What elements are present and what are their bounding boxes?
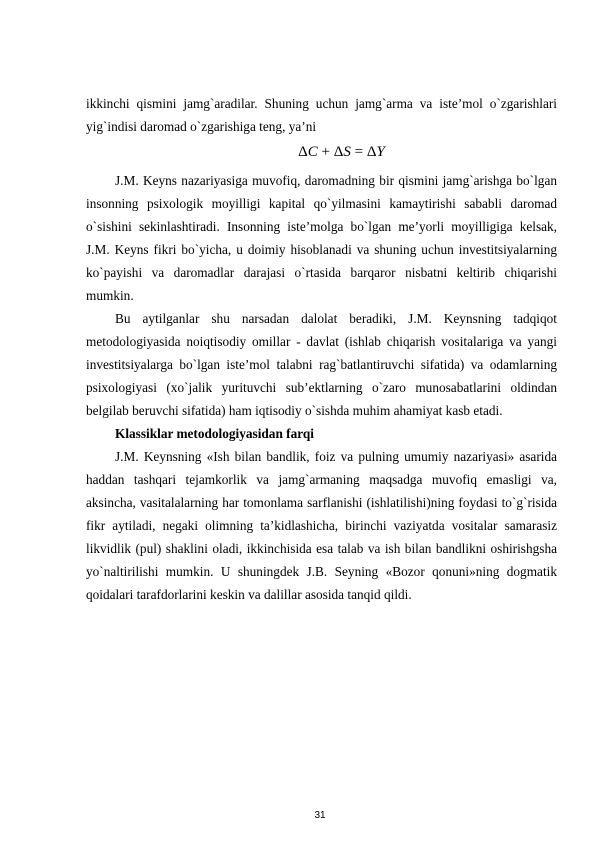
document-page bbox=[86, 92, 557, 606]
paragraph-methodology: Bu aytilganlar shu narsadan dalolat beradiki, J.M. Keynsning tadqiqot metodologiyasida noiqtisodiy omillar - davlat (ishlab chiqarish vositalariga va yangi investitsiyalarga bo`lgan iste’mol talabni rag`batlantiruvchi sifatida) va odamlarning psixologiyasi (xo`jalik yurituvchi sub’ektlarning o`zaro munosabatlarini oldindan belgilab beruvchi sifatida) ham iqtisodiy o`sishda muhim ahamiyat kasb etadi. bbox=[86, 311, 557, 418]
delta-symbol: Δ bbox=[366, 144, 377, 160]
section-heading: Klassiklar metodologiyasidan farqi bbox=[115, 426, 314, 441]
paragraph-intro: ikkinchi qismini jamg`aradilar. Shuning uchun jamg`arma va iste’mol o`zgarishlari yig`indisi daromad o`zgarishiga teng, ya’ni bbox=[86, 96, 557, 134]
formula-y: Y bbox=[376, 144, 385, 160]
page-number: 31 bbox=[314, 810, 326, 821]
plus-sign: + bbox=[321, 144, 330, 160]
formula-c: C bbox=[307, 144, 318, 160]
delta-symbol: Δ bbox=[333, 144, 344, 160]
formula-s: S bbox=[343, 144, 351, 160]
paragraph-keynes-theory: J.M. Keyns nazariyasiga muvofiq, daromadning bir qismini jamg`arishga bo`lgan insonning psixologik moyilligi kapital qo`yilmasini kamaytirishi sababli daromad o`sishini sekinlashtiradi. Insonning iste’molga bo`lgan me’yorli moyilligiga kelsak, J.M. Keyns fikri bo`yicha, u doimiy hisoblanadi va shuning uchun investitsiyalarning ko`payishi va daromadlar darajasi o`rtasida barqaror nisbatni keltirib chiqarishi mumkin. bbox=[86, 173, 557, 303]
paragraph-general-theory: J.M. Keynsning «Ish bilan bandlik, foiz va pulning umumiy nazariyasi» asarida haddan tashqari tejamkorlik va jamg`armaning maqsadga muvofiq emasligi va, aksincha, vasitalalarning har tomonlama sarflanishi (ishlatilishi)ning foydasi to`g`risida fikr aytiladi, negaki olimning ta’kidlashicha, birinchi vaziyatda vositalar samarasiz likvidlik (pul) shaklini oladi, ikkinchisida esa talab va ish bilan bandlikni oshirishgsha yo`naltirilishi mumkin. U shuningdek J.B. Seyning «Bozor qonuni»ning dogmatik qoidalari tarafdorlarini keskin va dalillar asosida tanqid qildi. bbox=[86, 449, 557, 602]
formula bbox=[126, 138, 557, 169]
equals-sign: = bbox=[354, 144, 364, 160]
delta-symbol: Δ bbox=[298, 144, 308, 160]
